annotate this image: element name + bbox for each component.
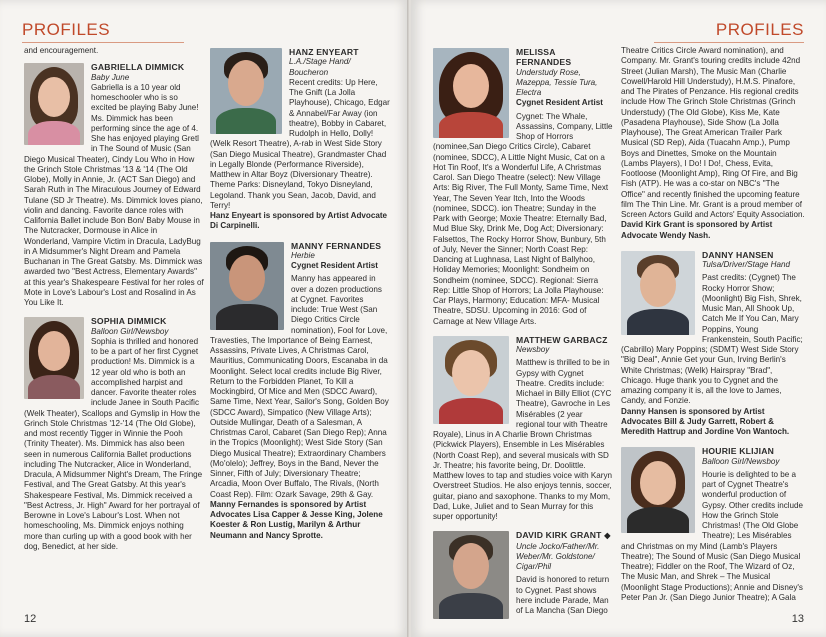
actor-subrole: Cygnet Resident Artist xyxy=(291,261,378,270)
actor-subrole: Cygnet Resident Artist xyxy=(516,98,603,108)
headshot-photo xyxy=(24,317,84,399)
actor-name: MELISSA FERNANDES xyxy=(516,47,572,68)
headshot-photo xyxy=(433,336,509,424)
actor-role: Tulsa/Driver/Stage Hand xyxy=(702,260,791,269)
headshot-photo xyxy=(621,447,695,533)
left-column-2 xyxy=(210,46,390,541)
actor-name: DAVID KIRK GRANT ◆ xyxy=(516,530,611,541)
actor-bio: Hourie is delighted to be a part of Cygnet Theatre's wonderful production of Gypsy. Other credits include How the Grinch Stole Christmas! (The Old Globe Theatre); Les Misérables and Christmas on my Mind (Lamb's Players Theatre); The Sound of Music (San Diego Musical Theatre); Fiddler on the Roof, The Wizard of Oz, The Music Man, and Shrek – The Musical (Moonlight Stage Productions); Annie and Disney's Peter Pan Jr. (San Diego Junior Theatre); A Gala xyxy=(621,469,804,602)
actor-role: Herbie xyxy=(291,250,315,260)
profile-melissa xyxy=(433,47,613,327)
actor-name: SOPHIA DIMMICK xyxy=(91,316,167,327)
actor-bio: Matthew is thrilled to be in Gypsy with Cygnet Theatre. Credits include: Michael in Billy Elliot (CYC Theatre), Gavroche in Les Misérables (2 year regional tour with Theatre Royale), Linus in A Charlie Brown Christmas (Pickwick Players), Ensemble in Les Misérables (North Coast Rep), and several musicals with SD Jr. Theatre; his favorite being, Dr. Doolittle. Matthew loves to tap and studies voice with Karyn Overstreet Studios. He also enjoys tennis, soccer, guitar, piano and saxophone. Thanks to my Mom, Dad, Luke, Juliet and to Sean Murray for this super opportunity! xyxy=(433,358,613,521)
sponsor-note: Manny Fernandes is sponsored by Artist Advocates Lisa Capper & Jesse King, Jolene Koester & Ron Lustig, Marilyn & Arthur Neumann and Nancy Sprotte. xyxy=(210,499,383,540)
actor-name: HOURIE KLIJIAN xyxy=(702,446,775,457)
left-column-1 xyxy=(24,46,204,552)
title-rule xyxy=(654,42,804,43)
actor-name: GABRIELLA DIMMICK xyxy=(91,62,185,73)
sponsor-note: Hanz Enyeart is sponsored by Artist Advocate Di Carpinelli. xyxy=(210,211,388,231)
profile-david xyxy=(433,530,613,616)
headshot-photo xyxy=(210,48,282,134)
actor-role: Baby June xyxy=(91,72,130,82)
actor-role: Understudy Rose, Mazeppa, Tessie Tura, Electra xyxy=(516,67,598,97)
headshot-photo xyxy=(433,531,509,619)
actor-name: HANZ ENYEART xyxy=(289,47,359,57)
actor-bio-continued: Theatre Critics Circle Award nomination), and Company. Mr. Grant's touring credits include 42nd Street (Julian Marsh), The Music Man (Charlie Cowell/Harold Hill Understudy), H.M.S. Pinafore, and The Pirates of Penzance. His regional credits include How The Grinch Stole Christmas (Grinch Understudy) (The Old Globe), Kiss Me, Kate (Pasadena Playhouse), Side Show (La Jolla Playhouse), The Great American Trailer Park Musical (SD Rep), Aida (Tuacahn Amp.), Pump Boys and Dinettes, Smoke on the Mountain (Lambs Players), I Do! I Do!, Chess, Evita, Footloose (Moonlight Amp), Ring Of Fire, and Big Fish (ATP). He was a co-star on NBC's "The Office" and recently finished the upcoming feature film The Thin Line. Mr. Grant is a proud member of Screen Actors Guild and Actors' Equity Association. xyxy=(621,46,805,219)
page-title: PROFILES xyxy=(22,20,111,39)
headshot-photo xyxy=(210,242,284,330)
page-number: 13 xyxy=(791,613,804,625)
actor-name: MATTHEW GARBACZ xyxy=(516,334,608,345)
headshot-photo xyxy=(433,48,509,138)
page-number: 12 xyxy=(24,613,37,625)
actor-name: DANNY HANSEN xyxy=(702,249,774,260)
right-page xyxy=(411,0,826,637)
actor-bio: Cygnet: The Whale, Assassins, Company, Little Shop of Horrors (nominee,San Diego Critics Circle), Cabaret (nominee, SDCC), A Little Night Music, Cat on a Hot Tin Roof, It's a Wonderful Life, A Christmas Carol. San Diego Theatre (select): New Village Arts: Big River, The Full Monty, Same Time, Next Year, The Seven Year Itch, Into the Woods (nominee, SDCC). ion Theatre; Sunday in the Park with George; Moxie Theatre: Eternally Bad, Mud Blue Sky, Drink Me, Dog Act; Diversionary: Falsettos, The Rocky Horror Show, Bunbury, 5th of July, Never the Sinner; North Coast Rep: Dancing at Lughnasa, Last Night of Ballyhoo, Holiday Memories; Moonlight: Sondheim on Sondheim (nominee, SDCC). Regional: Sierra Rep: Little Shop of Horrors; La Jolla Playhouse: Car Plays, Harmony; Education: MFA- Musical Theatre, SDSU. Upcoming in 2016: God of Carnage at New Village Arts. xyxy=(433,111,613,326)
profile-matthew xyxy=(433,335,613,523)
actor-role: L.A./Stage Hand/ Boucheron xyxy=(289,57,351,77)
actor-bio: David is honored to return to Cygnet. Past shows here include Parade, Man of La Mancha (San Diego xyxy=(516,575,610,615)
profile-danny xyxy=(621,250,805,438)
actor-name: MANNY FERNANDES xyxy=(291,240,382,251)
profile-sophia xyxy=(24,316,204,552)
actor-bio: Manny has appeared in over a dozen productions at Cygnet. Favorites include: True West (San Diego Critics Circle nomination), Fool for Love, Travesties, The Importance of Being Earnest, Assassins, Private Lives, A Christmas Carol, Mauritius, Communicating Doors, Escanaba in da Moonlight. Select local credits include Big River, Return to the Forbidden Planet, To Kill a Mockingbird, Of Mice and Men (SDCC Award), Same Time, Next Year, Sailor's Song, Golden Boy (SDCC Award), Simpatico (New Village Arts); Outside Mullingar, Death of a Salesman, A Christmas Carol, Cabaret (San Diego Rep); Anna in the Tropics (Moonlight); West Side Story (San Diego Musical Theatre); Extraordinary Chambers (Mo'olelo); Jeffrey, Boys in the Band, Never the Sinner, Fifth of July; Diversionary Theatre; Arcadia, Moon Over Buffalo, The Rivals, (North Coast Rep). Film: Ozark Savage, 29th & Gay. xyxy=(210,274,389,499)
sponsor-note: David Kirk Grant is sponsored by Artist Advocate Wendy Nash. xyxy=(621,220,773,240)
headshot-photo xyxy=(621,251,695,335)
actor-bio: Gabriella is a 10 year old homeschooler who is so excited be playing Baby June! Ms. Dimmick has been performing since the age of 4. She has enjoyed playing Gretl in The Sound of Music (San Diego Musical Theater), Cindy Lou Who in How the Grinch Stole Christmas '13 & '14 (The Old Globe), Molly in Annie, Jr. (ACT San Diego) and Sarah Ruth in The Miraculous Journey of Edward Tulane (SD Jr Theatre). Ms. Dimmick loves piano, violin and dancing. Favorite dance roles with California Ballet include Bon Bon/ Baby Mouse in The Nutcracker, Dormouse in Alice in Wonderland, Vampire Victim in Dracula, LadyBug in A Midsummer's Night Dream and Pamela Buchanan in The Great Gatsby. Ms. Dimmick was awarded two "Best Actress, Elementary Awards" at this year's Shakespeare Festival for her roles of Mote in Love's Labour's Lost and Rosalind in As You Like It. xyxy=(24,82,204,307)
actor-role: Newsboy xyxy=(516,345,550,354)
actor-bio: Recent credits: Up Here, The Gnift (La Jolla Playhouse), Chicago, Edgar & Annabel/Far Away (ion theatre), Bobby in Cabaret, Rudolph in Hello, Dolly! (Welk Resort Theatre), A-rab in West Side Story (San Diego Musical Theatre), Grandmaster Chad in Legally Blonde (Performance Riverside), Matthew in Altar Boyz (Diversionary Theatre). Theme Parks: Disneyland, Tokyo Disneyland, Legoland. Thank you Sean, Jacob, David, and Terry! xyxy=(210,77,390,210)
actor-bio: Sophia is thrilled and honored to be a part of her first Cygnet production! Ms. Dimmick is a 12 year old who is both an accomplished harpist and dancer. Favorite theater roles include Janee in South Pacific (Welk Theater), Scallops and Gymslip in How the Grinch Stole Christmas '12-'14 (The Old Globe), and most recently Tigger in Winnie the Pooh (Trinity Theater). Ms. Dimmick has also been seen in numerous California Ballet productions including The Nutcracker, Alice in Wonderland, Dracula, A Midsummer Night's Dream, The Fringe Festival, and The Great Gatsby. At this year's Shakespeare Festival, Ms. Dimmick received a "Best Actress, Jr. High" Award for her portrayal of Berowne in Love's Labour's Lost. When not homeschooling, Ms. Dimmick enjoys nothing more than curling up with a good book with her dog, Benedict, at her side. xyxy=(24,336,203,551)
page-title: PROFILES xyxy=(715,20,804,39)
profile-manny xyxy=(210,241,390,541)
diamond-marker-icon: ◆ xyxy=(604,531,611,541)
headshot-photo xyxy=(24,63,84,145)
actor-role: Balloon Girl/Newsboy xyxy=(702,456,780,466)
actor-bio: Past credits: (Cygnet) The Rocky Horror Show; (Moonlight) Big Fish, Shrek, Music Man, All Shook Up, Catch Me If You Can, Mary Poppins, Young Frankenstein, South Pacific; (Cabrillo) Mary Poppins; (SDMT) West Side Story "Big Deal", Annie Get your Gun, Irving Berlin's White Christmas; (Welk) Hairspray "Brad", Chicago. Huge thank you to Cygnet and the amazing company it is, all the love to James, Candy, and Fonzie. xyxy=(621,273,803,406)
sponsor-note: Danny Hansen is sponsored by Artist Advocates Bill & Judy Garrett, Robert & Meredith Hattrup and Jordine Von Wantoch. xyxy=(621,406,790,436)
right-column-2 xyxy=(621,46,805,603)
actor-role: Balloon Girl/Newsboy xyxy=(91,326,169,336)
title-rule xyxy=(22,42,184,43)
left-page xyxy=(0,0,409,637)
intro-text: and encouragement. xyxy=(24,46,99,55)
actor-role: Uncle Jocko/Father/Mr. Weber/Mr. Goldstone/ Cigar/Phil xyxy=(516,541,600,571)
profile-gabriella xyxy=(24,62,204,308)
right-column-1 xyxy=(433,46,613,622)
profile-hanz xyxy=(210,47,390,232)
profile-hourie xyxy=(621,446,805,603)
